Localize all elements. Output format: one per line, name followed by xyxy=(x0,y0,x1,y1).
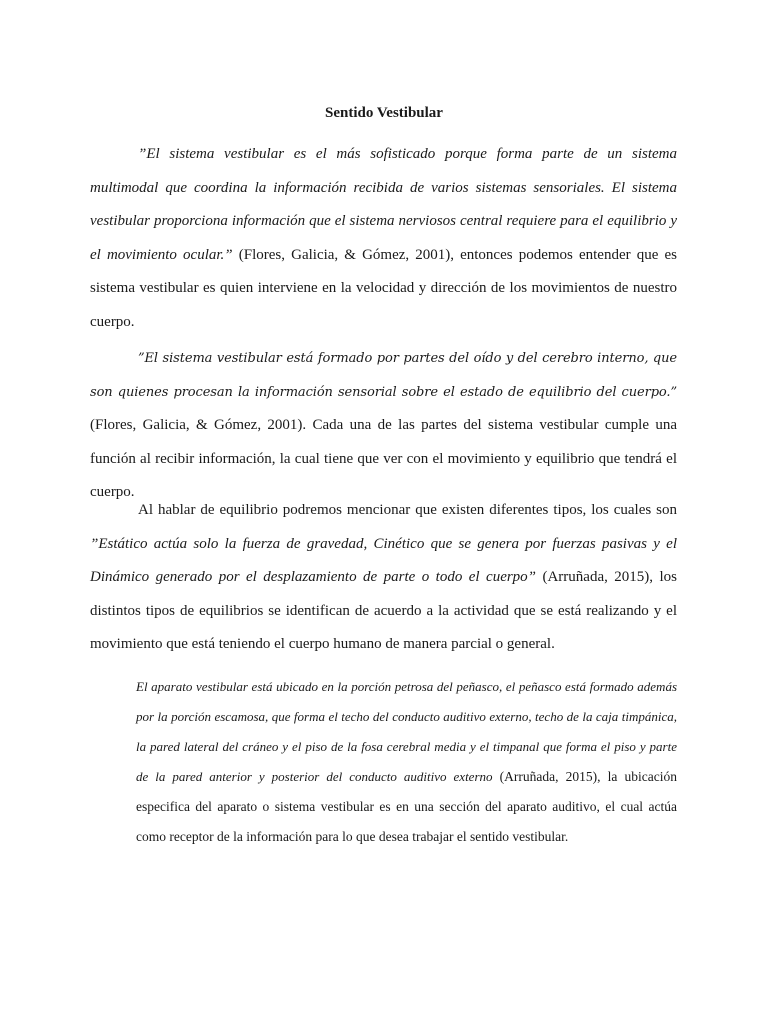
block-quote-text: El aparato vestibular está ubicado en la porción petrosa del peñasco, el peñasco está formado además por la porción escamosa, que forma el techo del conducto auditivo externo, techo de la caja timpánica, la pared lateral del cráneo y el piso de la fosa cerebral media y el timpanal que forma el piso y parte de la pared anterior y posterior del conducto auditivo externo xyxy=(136,679,677,784)
paragraph-2-text: (Flores, Galicia, & Gómez, 2001). Cada una de las partes del sistema vestibular cumple una función al recibir información, la cual tiene que ver con el movimiento y equilibrio que tendrá el cuerpo. xyxy=(90,417,677,501)
paragraph-1-text: (Flores, Galicia, & Gómez, 2001), entonces podemos entender que es sistema vestibular es quien interviene en la velocidad y dirección de los movimientos de nuestro cuerpo. xyxy=(90,246,677,330)
block-quote xyxy=(136,672,677,852)
paragraph-2 xyxy=(90,342,677,510)
paragraph-3-quote: ”Estático actúa solo la fuerza de gravedad, Cinético que se genera por fuerzas pasivas y el Dinámico generado por el desplazamiento de parte o todo el cuerpo” xyxy=(90,535,677,586)
document-title: Sentido Vestibular xyxy=(325,105,443,121)
block-quote-continuation: (Arruñada, 2015), la ubicación especifica del aparato o sistema vestibular es en una sección del aparato auditivo, el cual actúa como receptor de la información para lo que desea trabajar el sentido vestibular. xyxy=(136,769,677,844)
paragraph-3-text-before: Al hablar de equilibrio podremos mencionar que existen diferentes tipos, los cuales son xyxy=(138,502,677,518)
paragraph-3 xyxy=(90,494,677,662)
paragraph-3-text-after: (Arruñada, 2015), los distintos tipos de equilibrios se identifican de acuerdo a la actividad que se está realizando y el movimiento que está teniendo el cuerpo humano de manera parcial o general. xyxy=(90,569,677,653)
paragraph-1-quote: ”El sistema vestibular es el más sofisticado porque forma parte de un sistema multimodal que coordina la información recibida de varios sistemas sensoriales. El sistema vestibular proporciona información que el sistema nerviosos central requiere para el equilibrio y el movimiento ocular.” xyxy=(90,146,677,263)
paragraph-1 xyxy=(90,138,677,340)
paragraph-2-quote: ”El sistema vestibular está formado por partes del oído y del cerebro interno, que son quienes procesan la información sensorial sobre el estado de equilibrio del cuerpo.” xyxy=(90,351,677,400)
